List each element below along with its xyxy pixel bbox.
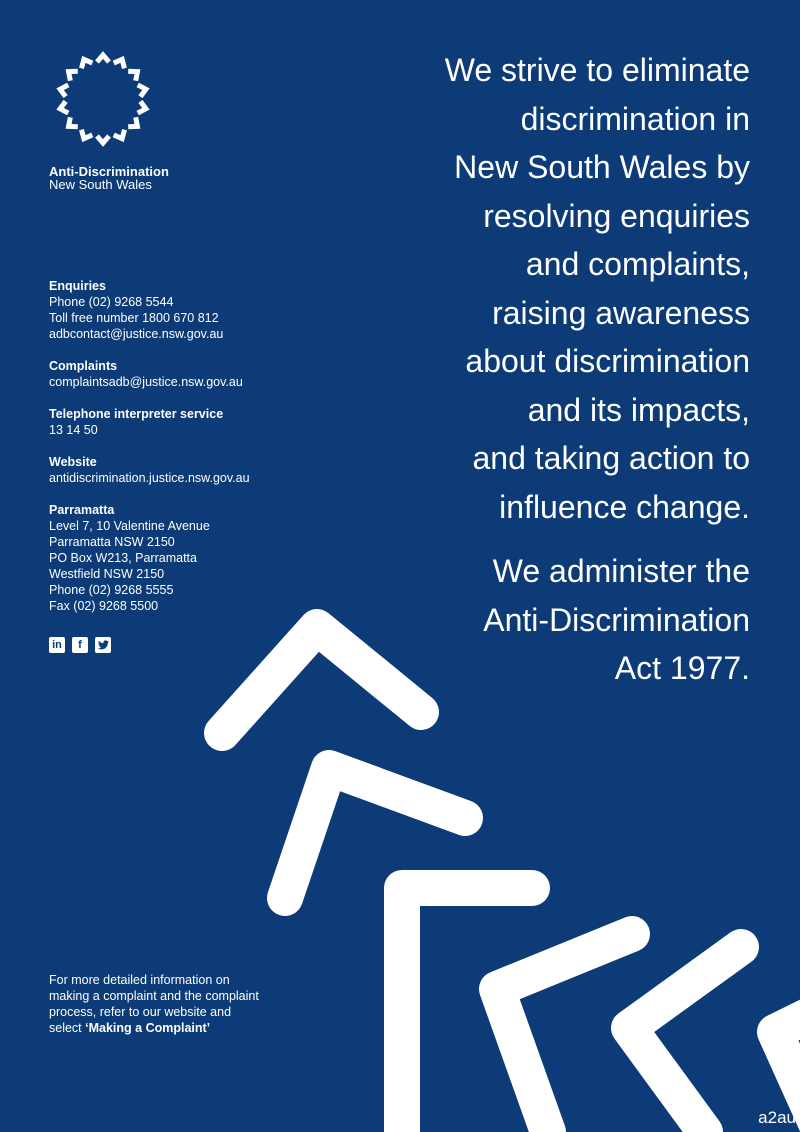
org-name-line2: New South Wales	[49, 177, 152, 192]
mission-line: We administer the	[492, 553, 750, 589]
mission-line: and complaints,	[525, 246, 750, 282]
watermark: a2au	[758, 1108, 796, 1127]
email-link[interactable]: complaintsadb@justice.nsw.gov.au	[49, 375, 243, 389]
facebook-icon[interactable]: f	[72, 637, 88, 653]
phone-number[interactable]: Phone (02) 9268 5555	[49, 583, 174, 597]
mission-line: influence change.	[499, 488, 750, 525]
phone-number[interactable]: 13 14 50	[49, 423, 98, 437]
contact-heading: Enquiries	[49, 279, 106, 293]
mission-line: about discrimination	[465, 343, 750, 379]
address-line: Parramatta NSW 2150	[49, 535, 175, 549]
contact-heading: Parramatta	[49, 503, 115, 517]
address-line: Level 7, 10 Valentine Avenue	[49, 519, 210, 533]
chevron-shape	[629, 947, 741, 1132]
making-complaint-link[interactable]: ‘Making a Complaint’	[85, 1021, 211, 1035]
chevron-shape	[222, 627, 421, 733]
mission-line: Anti-Discrimination	[483, 601, 750, 638]
fax-number: Fax (02) 9268 5500	[49, 599, 159, 613]
mission-line: and its impacts,	[527, 391, 750, 428]
contact-heading: Complaints	[49, 359, 118, 373]
phone-number[interactable]: Phone (02) 9268 5544	[49, 295, 174, 309]
contact-heading: Telephone interpreter service	[49, 407, 224, 421]
mission-line: resolving enquiries	[483, 197, 750, 234]
mission-line: We strive to eliminate	[444, 52, 750, 88]
mission-line: and taking action to	[472, 440, 750, 476]
org-name-line1: Anti-Discrimination	[49, 164, 169, 179]
linkedin-icon[interactable]: in	[49, 637, 65, 653]
email-link[interactable]: adbcontact@justice.nsw.gov.au	[49, 327, 224, 341]
address-line: PO Box W213, Parramatta	[49, 551, 197, 565]
footer-note	[49, 972, 259, 1036]
mission-line: Act 1977.	[614, 650, 750, 686]
toll-free-number[interactable]: Toll free number 1800 670 812	[49, 311, 219, 325]
mission-line: raising awareness	[492, 294, 750, 331]
address-line: Westfield NSW 2150	[49, 567, 165, 581]
contact-heading: Website	[49, 455, 97, 469]
footer-text: For more detailed information on making a complaint and the complaint process, refer to our website and select	[49, 973, 259, 1035]
mission-line: discrimination in	[520, 100, 750, 137]
mission-line: New South Wales by	[454, 149, 750, 185]
website-link[interactable]: antidiscrimination.justice.nsw.gov.au	[49, 471, 250, 485]
